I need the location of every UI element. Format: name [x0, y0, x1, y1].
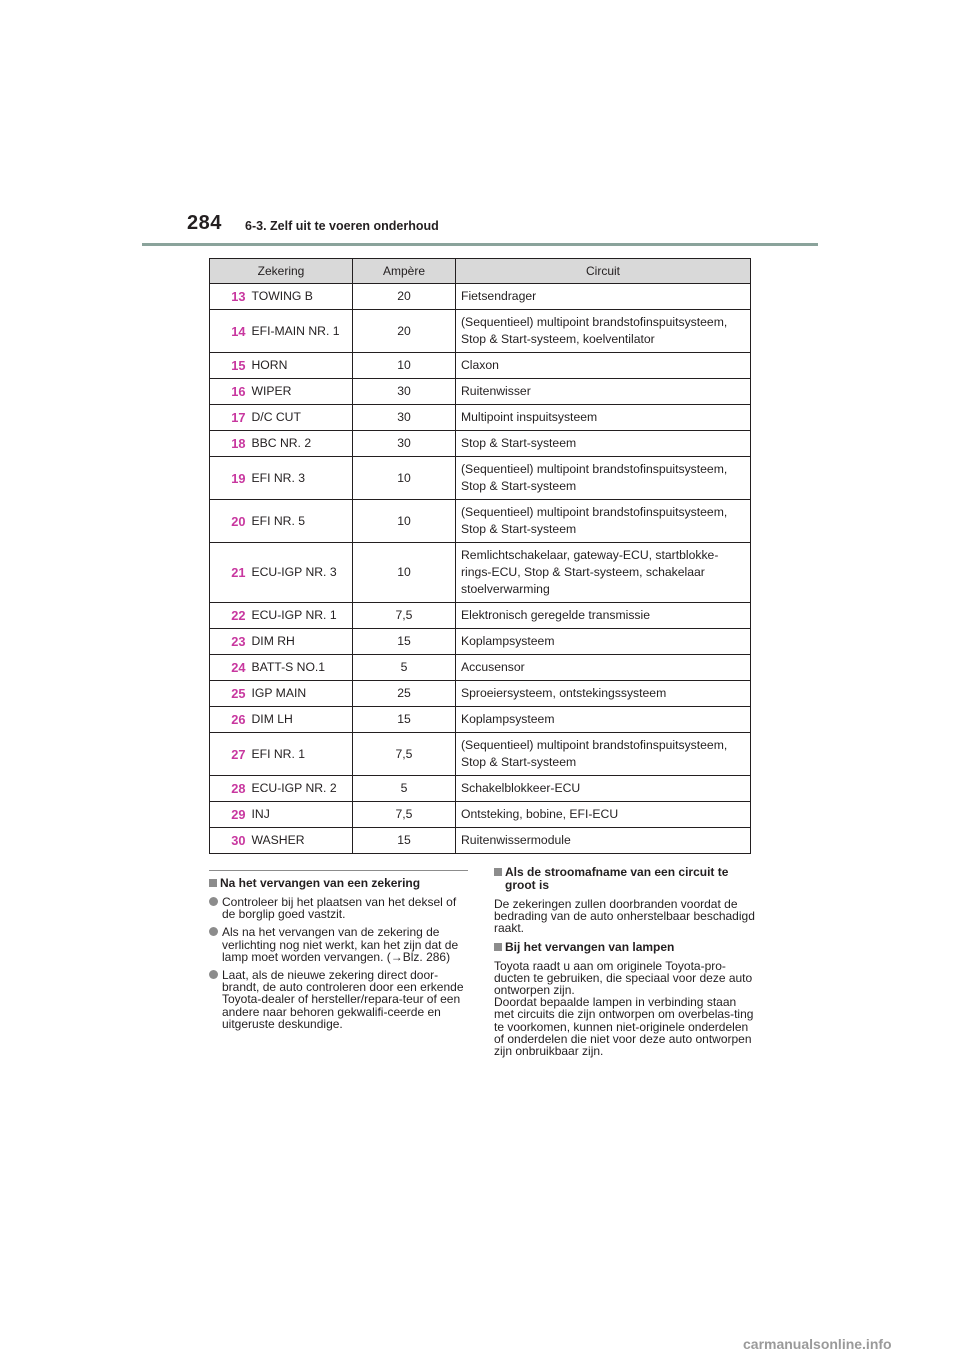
- header-zekering: Zekering: [210, 259, 353, 284]
- fuse-name: DIM LH: [249, 707, 353, 733]
- list-item: Als na het vervangen van de zekering de verlichting nog niet werkt, kan het zijn dat de lamp moet worden vervangen. (→Blz. 286): [209, 926, 471, 963]
- fuse-circuit: Fietsendrager: [456, 284, 751, 310]
- watermark: carmanualsonline.info: [743, 1336, 892, 1352]
- square-bullet-icon: [209, 879, 217, 887]
- fuse-number: 23: [210, 629, 249, 655]
- fuse-number: 14: [210, 310, 249, 353]
- fuse-circuit: (Sequentieel) multipoint brandstofinspuitsysteem, Stop & Start-systeem, koelventilator: [456, 310, 751, 353]
- fuse-number: 13: [210, 284, 249, 310]
- fuse-circuit: Accusensor: [456, 655, 751, 681]
- subheading-overload: Als de stroomafname van een circuit te groot is: [494, 866, 756, 892]
- header-circuit: Circuit: [456, 259, 751, 284]
- paragraph-overload: De zekeringen zullen doorbranden voordat de bedrading van de auto onherstelbaar beschadigd raakt.: [494, 897, 755, 936]
- fuse-name: DIM RH: [249, 629, 353, 655]
- fuse-circuit: Sproeiersysteem, ontstekingssysteem: [456, 681, 751, 707]
- table-row: [210, 284, 751, 310]
- fuse-circuit: (Sequentieel) multipoint brandstofinspuitsysteem, Stop & Start-systeem: [456, 457, 751, 500]
- fuse-ampere: 10: [353, 353, 456, 379]
- fuse-number: 19: [210, 457, 249, 500]
- fuse-circuit: Claxon: [456, 353, 751, 379]
- fuse-name: TOWING B: [249, 284, 353, 310]
- fuse-number: 29: [210, 802, 249, 828]
- fuse-name: WASHER: [249, 828, 353, 854]
- square-bullet-icon: [494, 868, 502, 876]
- fuse-ampere: 7,5: [353, 802, 456, 828]
- table-row: [210, 379, 751, 405]
- table-row: [210, 707, 751, 733]
- fuse-circuit: Remlichtschakelaar, gateway-ECU, startblokke-rings-ECU, Stop & Start-systeem, schakelaar stoelverwarming: [456, 543, 751, 603]
- fuse-number: 18: [210, 431, 249, 457]
- table-row: [210, 629, 751, 655]
- table-header-row: [210, 259, 751, 284]
- fuse-number: 15: [210, 353, 249, 379]
- fuse-name: BBC NR. 2: [249, 431, 353, 457]
- fuse-name: EFI NR. 3: [249, 457, 353, 500]
- right-notes-column: [494, 866, 756, 1063]
- fuse-circuit: Koplampsysteem: [456, 707, 751, 733]
- subheading-replacing-lamps: Bij het vervangen van lampen: [494, 941, 756, 954]
- table-row: [210, 310, 751, 353]
- fuse-ampere: 7,5: [353, 733, 456, 776]
- fuse-circuit: Koplampsysteem: [456, 629, 751, 655]
- circle-bullet-icon: [209, 927, 218, 936]
- fuse-circuit: Stop & Start-systeem: [456, 431, 751, 457]
- section-title: 6-3. Zelf uit te voeren onderhoud: [245, 219, 439, 233]
- table-row: [210, 681, 751, 707]
- fuse-name: EFI NR. 1: [249, 733, 353, 776]
- header-ampere: Ampère: [353, 259, 456, 284]
- fuse-name: ECU-IGP NR. 3: [249, 543, 353, 603]
- fuse-ampere: 20: [353, 284, 456, 310]
- fuse-name: ECU-IGP NR. 2: [249, 776, 353, 802]
- table-row: [210, 655, 751, 681]
- list-item: Controleer bij het plaatsen van het deksel of de borglip goed vastzit.: [209, 896, 471, 920]
- fuse-ampere: 7,5: [353, 603, 456, 629]
- fuse-ampere: 30: [353, 379, 456, 405]
- fuse-circuit: Elektronisch geregelde transmissie: [456, 603, 751, 629]
- fuse-number: 28: [210, 776, 249, 802]
- fuse-name: WIPER: [249, 379, 353, 405]
- circle-bullet-icon: [209, 970, 218, 979]
- fuse-ampere: 5: [353, 776, 456, 802]
- fuse-number: 17: [210, 405, 249, 431]
- fuse-number: 27: [210, 733, 249, 776]
- fuse-ampere: 15: [353, 629, 456, 655]
- table-row: [210, 776, 751, 802]
- fuse-name: IGP MAIN: [249, 681, 353, 707]
- fuse-name: INJ: [249, 802, 353, 828]
- fuse-name: EFI-MAIN NR. 1: [249, 310, 353, 353]
- fuse-circuit: Ontsteking, bobine, EFI-ECU: [456, 802, 751, 828]
- fuse-ampere: 30: [353, 431, 456, 457]
- table-row: [210, 457, 751, 500]
- fuse-circuit: Schakelblokkeer-ECU: [456, 776, 751, 802]
- square-bullet-icon: [494, 943, 502, 951]
- table-row: [210, 431, 751, 457]
- fuse-number: 20: [210, 500, 249, 543]
- fuse-circuit: (Sequentieel) multipoint brandstofinspuitsysteem, Stop & Start-systeem: [456, 733, 751, 776]
- left-notes-column: [209, 870, 471, 1036]
- fuse-name: HORN: [249, 353, 353, 379]
- list-item: Laat, als de nieuwe zekering direct door-brandt, de auto controleren door een erkende Toyota-dealer of hersteller/repara-teur of een andere naar behoren gekwalifi-ceerde en uitgeruste deskundige.: [209, 969, 471, 1030]
- subheading-after-replacing-fuse: Na het vervangen van een zekering: [209, 877, 471, 890]
- header-divider: [142, 243, 818, 246]
- fuse-ampere: 10: [353, 543, 456, 603]
- fuse-number: 22: [210, 603, 249, 629]
- table-row: [210, 405, 751, 431]
- table-row: [210, 500, 751, 543]
- table-row: [210, 603, 751, 629]
- table-row: [210, 802, 751, 828]
- fuse-ampere: 15: [353, 707, 456, 733]
- fuse-number: 16: [210, 379, 249, 405]
- fuse-number: 25: [210, 681, 249, 707]
- fuse-ampere: 15: [353, 828, 456, 854]
- paragraph-non-genuine-parts: Doordat bepaalde lampen in verbinding staan met circuits die zijn ontworpen om overbelas-ting te voorkomen, kunnen niet-originele onderdelen of onderdelen die niet voor deze auto ontworpen zijn onbruikbaar zijn.: [494, 995, 754, 1059]
- fuse-number: 21: [210, 543, 249, 603]
- fuse-name: BATT-S NO.1: [249, 655, 353, 681]
- fuse-ampere: 25: [353, 681, 456, 707]
- fuse-name: D/C CUT: [249, 405, 353, 431]
- fuse-name: ECU-IGP NR. 1: [249, 603, 353, 629]
- fuse-ampere: 10: [353, 500, 456, 543]
- paragraph-genuine-parts: Toyota raadt u aan om originele Toyota-pro-ducten te gebruiken, die speciaal voor deze auto ontworpen zijn.: [494, 958, 753, 998]
- fuse-number: 26: [210, 707, 249, 733]
- fuse-ampere: 20: [353, 310, 456, 353]
- table-row: [210, 353, 751, 379]
- circle-bullet-icon: [209, 897, 218, 906]
- fuse-ampere: 30: [353, 405, 456, 431]
- fuse-circuit: (Sequentieel) multipoint brandstofinspuitsysteem, Stop & Start-systeem: [456, 500, 751, 543]
- table-row: [210, 733, 751, 776]
- fuse-ampere: 5: [353, 655, 456, 681]
- fuse-table: [209, 258, 751, 854]
- fuse-number: 30: [210, 828, 249, 854]
- fuse-circuit: Ruitenwissermodule: [456, 828, 751, 854]
- page-header: [0, 0, 960, 250]
- fuse-circuit: Multipoint inspuitsysteem: [456, 405, 751, 431]
- column-divider: [209, 870, 468, 871]
- fuse-circuit: Ruitenwisser: [456, 379, 751, 405]
- fuse-name: EFI NR. 5: [249, 500, 353, 543]
- table-row: [210, 543, 751, 603]
- table-row: [210, 828, 751, 854]
- fuse-ampere: 10: [353, 457, 456, 500]
- page-number: 284: [187, 212, 222, 234]
- fuse-number: 24: [210, 655, 249, 681]
